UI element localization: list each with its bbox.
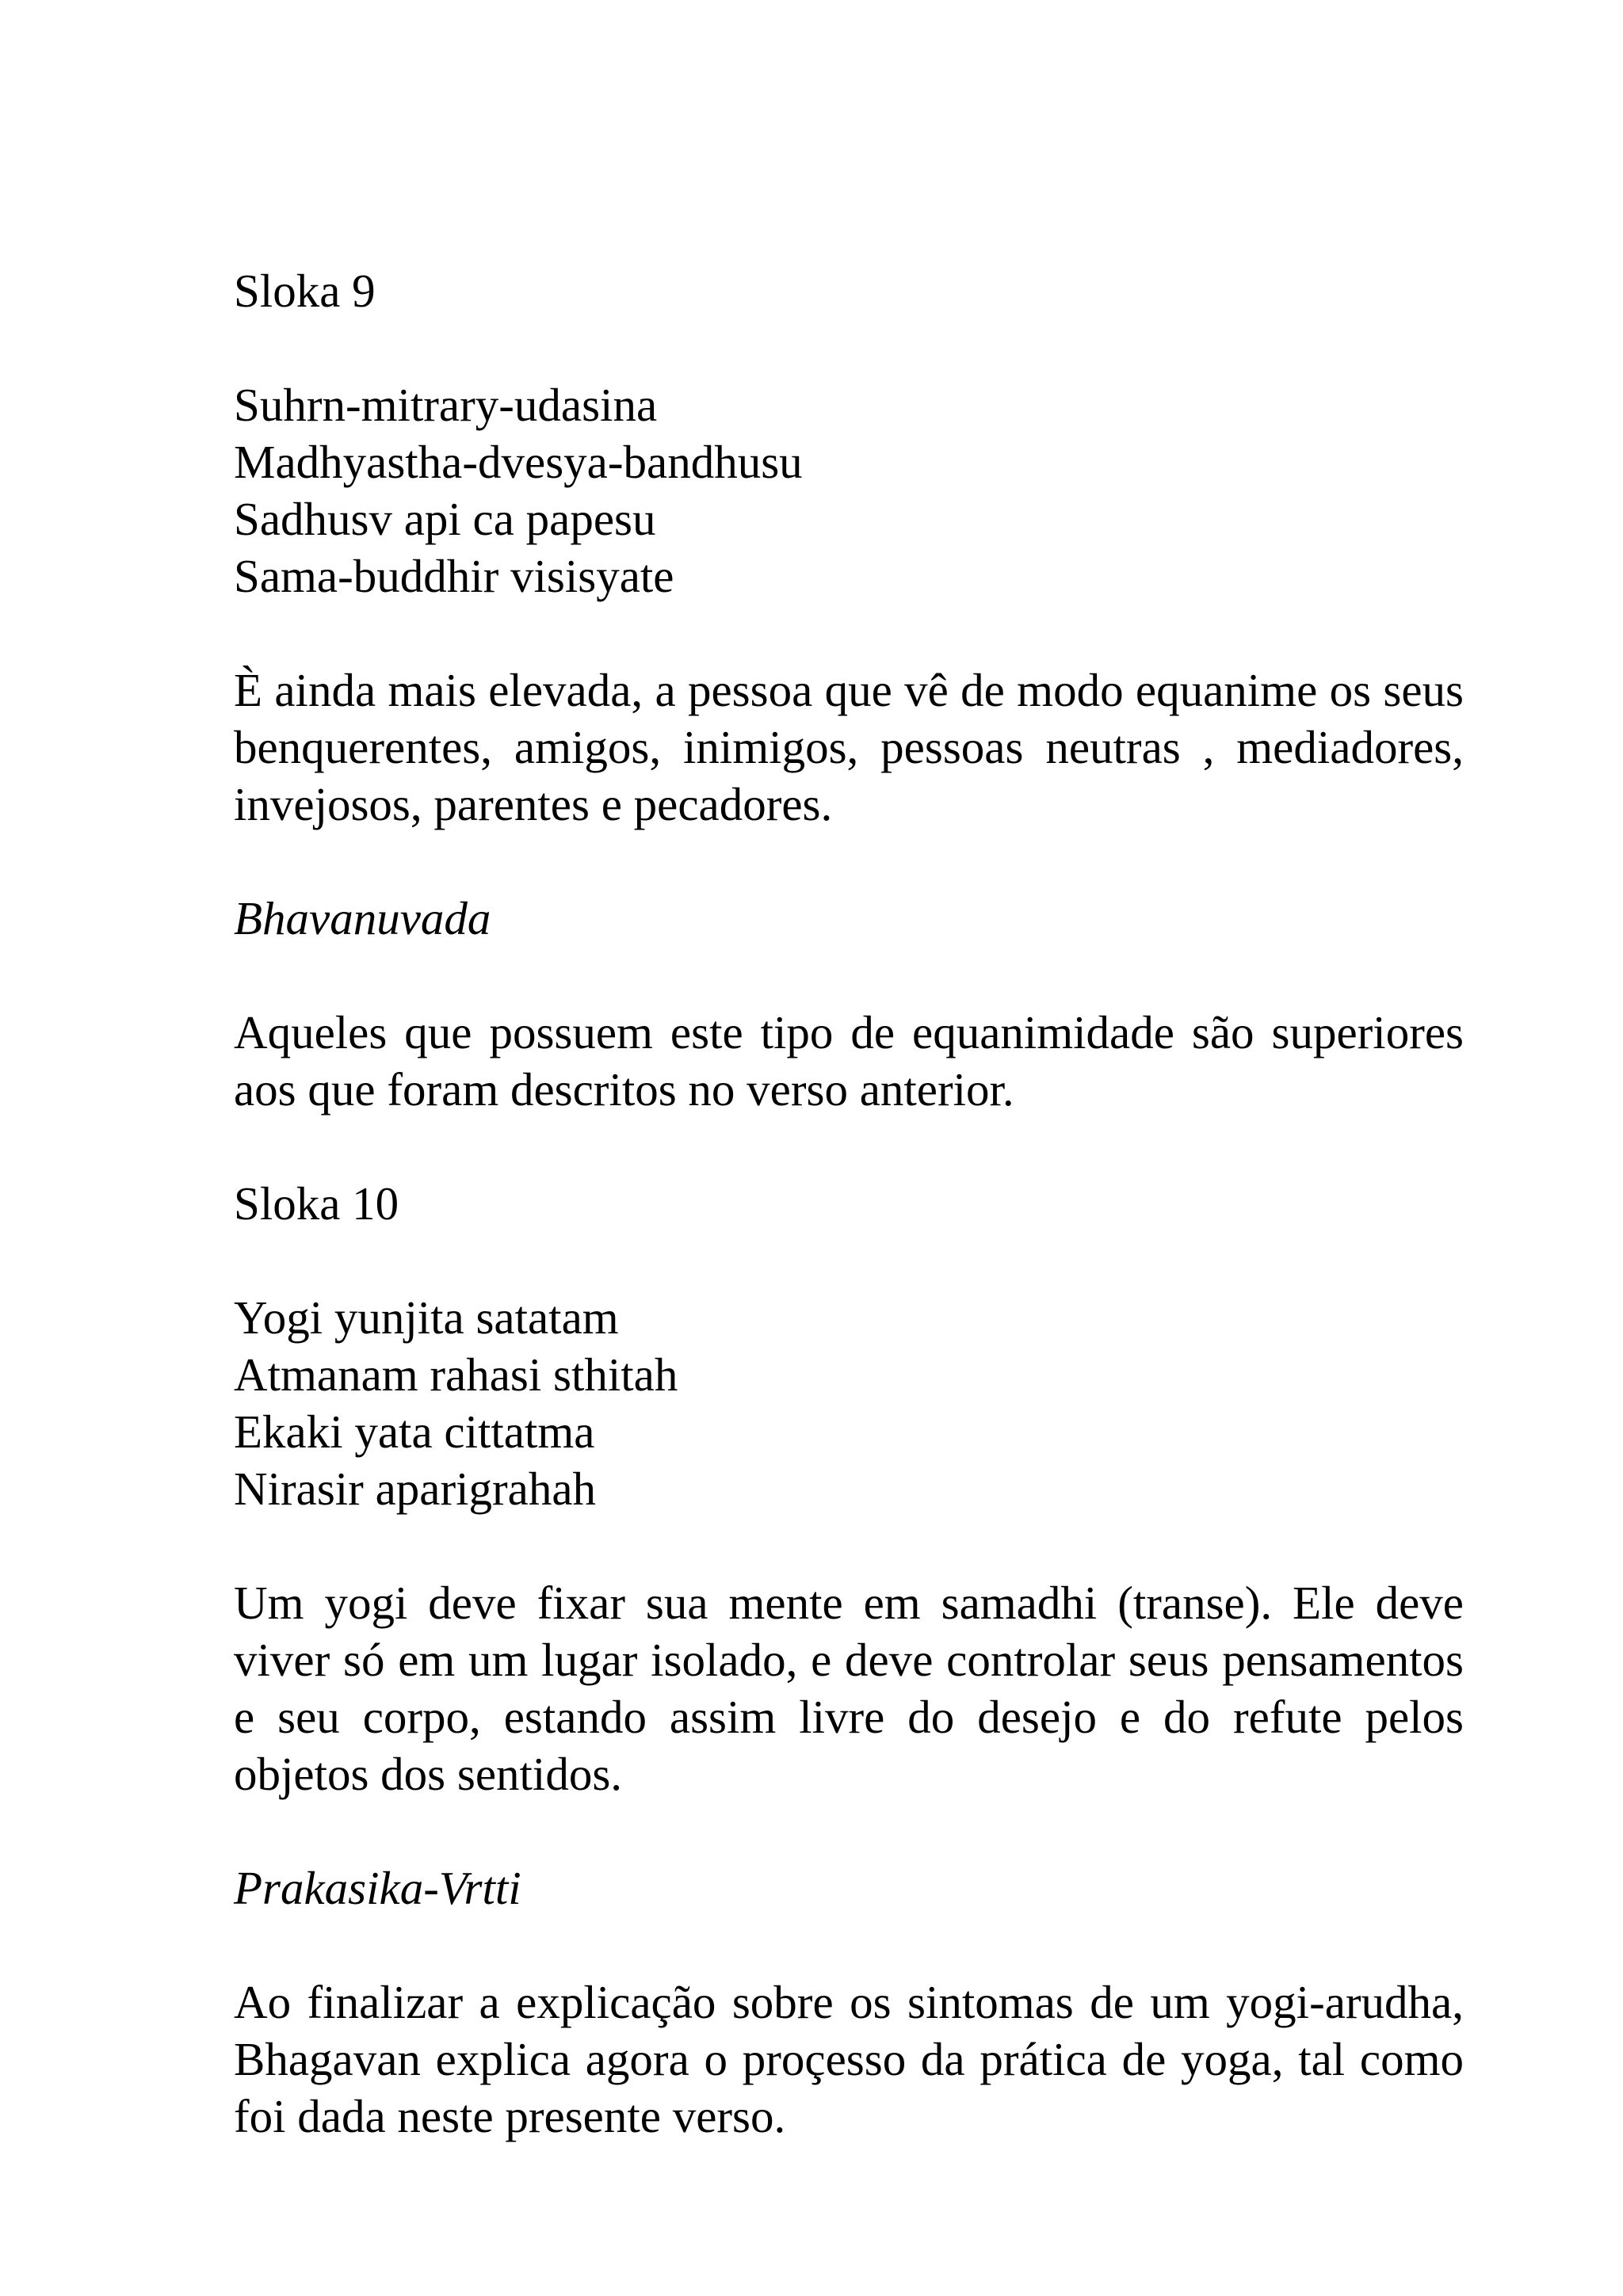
spacer — [234, 1917, 1464, 1974]
spacer — [234, 1517, 1464, 1574]
sloka-9-commentary-heading: Bhavanuvada — [234, 892, 491, 944]
verse-line: Yogi yunjita satatam — [234, 1291, 619, 1344]
spacer — [234, 1802, 1464, 1859]
sloka-10-verse — [234, 1289, 1464, 1517]
verse-line: Sadhusv api ca papesu — [234, 493, 656, 545]
sloka-9-commentary: Aqueles que possuem este tipo de equanimidade são superiores aos que foram descritos no verso anterior. — [234, 1006, 1464, 1116]
verse-line: Madhyastha-dvesya-bandhusu — [234, 436, 803, 488]
sloka-9-translation: È ainda mais elevada, a pessoa que vê de modo equanime os seus benquerentes, amigos, inimigos, pessoas neutras , mediadores, invejosos, parentes e pecadores. — [234, 664, 1464, 830]
sloka-9-heading: Sloka 9 — [234, 265, 376, 317]
verse-line: Ekaki yata cittatma — [234, 1405, 595, 1458]
verse-line: Suhrn-mitrary-udasina — [234, 379, 658, 431]
spacer — [234, 1232, 1464, 1289]
verse-line: Sama-buddhir visisyate — [234, 550, 674, 602]
spacer — [234, 1118, 1464, 1175]
page-content — [234, 262, 1464, 2145]
sloka-10-heading: Sloka 10 — [234, 1177, 399, 1230]
sloka-9-verse — [234, 376, 1464, 605]
spacer — [234, 319, 1464, 376]
sloka-10-commentary: Ao finalizar a explicação sobre os sintomas de um yogi-arudha, Bhagavan explica agora o proçesso da prática de yoga, tal como foi dada neste presente verso. — [234, 1976, 1464, 2142]
spacer — [234, 833, 1464, 890]
spacer — [234, 605, 1464, 662]
verse-line: Nirasir aparigrahah — [234, 1463, 597, 1515]
spacer — [234, 947, 1464, 1004]
sloka-10-commentary-heading: Prakasika-Vrtti — [234, 1862, 521, 1914]
sloka-10-translation: Um yogi deve fixar sua mente em samadhi (transe). Ele deve viver só em um lugar isolado, e deve controlar seus pensamentos e seu corpo, estando assim livre do desejo e do refute pelos objetos dos sentidos. — [234, 1577, 1464, 1800]
verse-line: Atmanam rahasi sthitah — [234, 1348, 678, 1401]
